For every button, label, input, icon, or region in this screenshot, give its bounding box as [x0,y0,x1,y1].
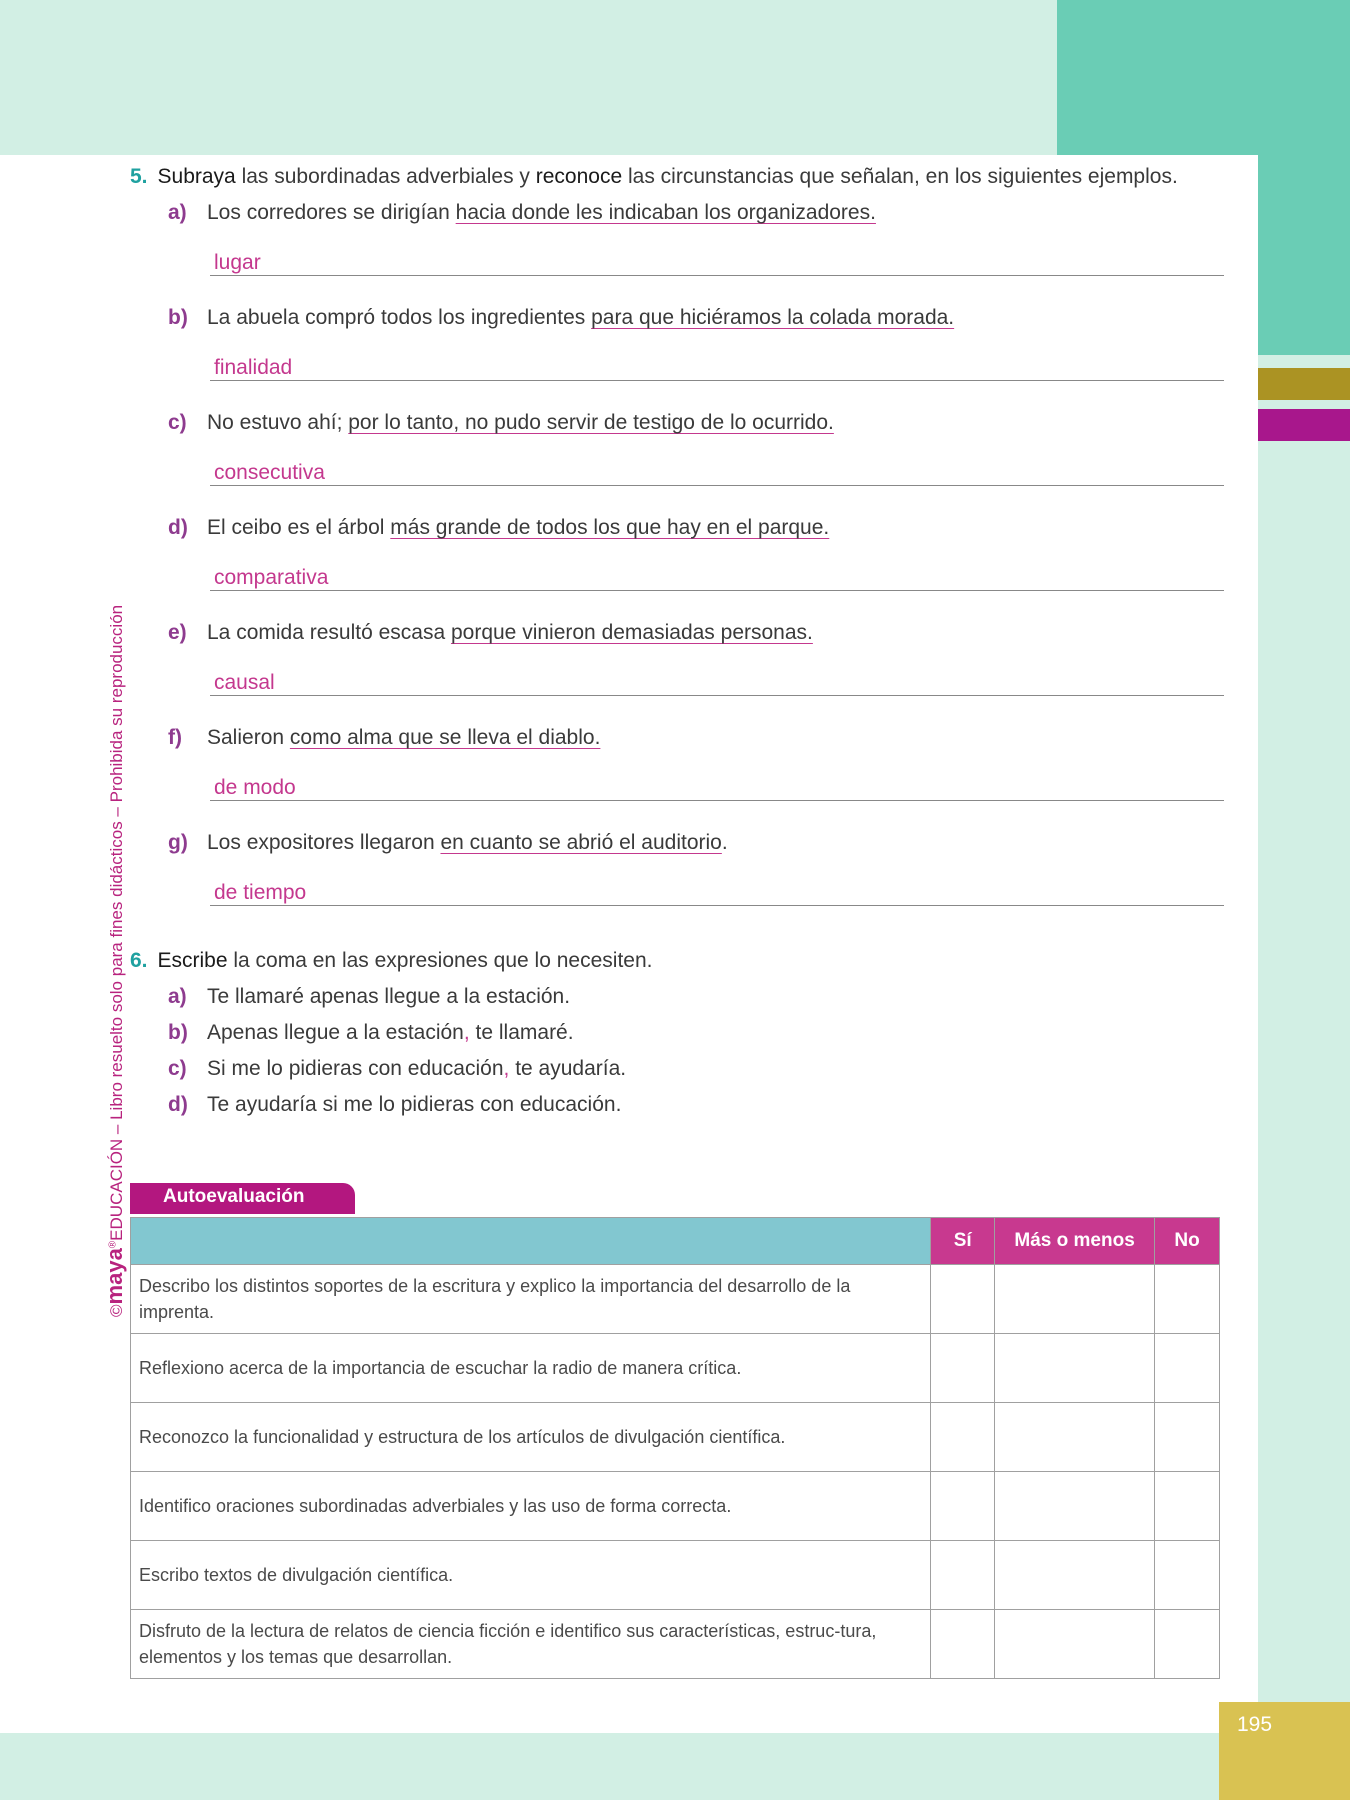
sentence-text: Te llamaré apenas llegue a la estación. [207,985,571,1008]
item-label: f) [168,726,182,749]
cell-si[interactable] [931,1334,995,1403]
exercise-item-a [168,201,876,225]
item-label: c) [168,1057,187,1080]
decorative-tab-magenta [1258,409,1350,441]
item-label: d) [168,516,188,539]
item-label: b) [168,306,188,329]
comma-item-d [168,1093,621,1117]
underlined-clause: en cuanto se abrió el auditorio [440,831,722,854]
sentence-text: No estuvo ahí; [207,411,349,434]
sentence-text: Si me lo pidieras con educación [207,1057,504,1080]
decorative-band-bottom [0,1733,1350,1800]
inserted-comma: , [503,1057,510,1080]
header-blank [131,1218,931,1265]
cell-no[interactable] [1155,1265,1220,1334]
cell-no[interactable] [1155,1472,1220,1541]
copyright-text: EDUCACIÓN – Libro resuelto solo para fines didácticos – Prohibida su reproducción [107,604,126,1241]
sentence-text: te ayudaría. [509,1057,627,1080]
comma-item-c [168,1057,626,1081]
column-header-mas-o-menos: Más o menos [995,1218,1155,1265]
table-header-row [131,1218,1220,1265]
answer-line[interactable]: causal [210,670,1224,696]
table-row [131,1403,1220,1472]
item-label: c) [168,411,187,434]
comma-item-a [168,985,570,1009]
table-row [131,1472,1220,1541]
answer-line[interactable]: de tiempo [210,880,1224,906]
table-row [131,1265,1220,1334]
sentence-text: Los expositores llegaron [207,831,441,854]
question-number: 6. [130,949,148,972]
question-5-prompt [130,165,1178,189]
cell-no[interactable] [1155,1403,1220,1472]
instruction-text: las circunstancias que señalan, en los siguientes ejemplos. [622,165,1178,188]
underlined-clause: como alma que se lleva el diablo. [289,726,601,749]
sentence-text: La abuela compró todos los ingredientes [207,306,592,329]
cell-mas-o-menos[interactable] [995,1610,1155,1679]
sentence-text: El ceibo es el árbol [207,516,391,539]
registered-mark: ® [107,1240,119,1249]
item-label: d) [168,1093,188,1116]
underlined-clause: porque vinieron demasiadas personas. [450,621,813,644]
sentence-end: . [721,831,728,854]
instruction-verb: Escribe [157,949,228,972]
sentence-text: te llamaré. [469,1021,574,1044]
cell-mas-o-menos[interactable] [995,1265,1155,1334]
cell-mas-o-menos[interactable] [995,1541,1155,1610]
cell-si[interactable] [931,1541,995,1610]
criterion-text: Escribo textos de divulgación científica. [131,1541,931,1610]
exercise-item-b [168,306,954,330]
page-number: 195 [1219,1702,1350,1800]
self-assessment-title: Autoevaluación [130,1183,355,1214]
answer-line[interactable]: lugar [210,250,1224,276]
cell-no[interactable] [1155,1334,1220,1403]
item-label: a) [168,201,187,224]
criterion-text: Reconozco la funcionalidad y estructura de los artículos de divulgación científica. [131,1403,931,1472]
table-row [131,1334,1220,1403]
cell-si[interactable] [931,1472,995,1541]
underlined-clause: para que hiciéramos la colada morada. [591,306,955,329]
sentence-text: Salieron [207,726,290,749]
question-6-prompt [130,949,652,973]
item-label: a) [168,985,187,1008]
comma-item-b [168,1021,574,1045]
criterion-text: Disfruto de la lectura de relatos de ciencia ficción e identifico sus características, estruc-tura, elementos y los temas que desarrollan. [131,1610,931,1679]
inserted-comma: , [463,1021,470,1044]
cell-si[interactable] [931,1265,995,1334]
cell-mas-o-menos[interactable] [995,1472,1155,1541]
cell-si[interactable] [931,1403,995,1472]
column-header-si: Sí [931,1218,995,1265]
instruction-text: las subordinadas adverbiales y [235,165,536,188]
criterion-text: Reflexiono acerca de la importancia de escuchar la radio de manera crítica. [131,1334,931,1403]
column-header-no: No [1155,1218,1220,1265]
cell-mas-o-menos[interactable] [995,1334,1155,1403]
sentence-text: La comida resultó escasa [207,621,451,644]
copyright-notice [102,487,128,1317]
answer-line[interactable]: finalidad [210,355,1224,381]
item-label: b) [168,1021,188,1044]
underlined-clause: hacia donde les indicaban los organizadores. [455,201,876,224]
answer-line[interactable]: de modo [210,775,1224,801]
decorative-tab-gold [1258,368,1350,400]
cell-si[interactable] [931,1610,995,1679]
brand-logo: maya [102,1248,127,1305]
underlined-clause: más grande de todos los que hay en el parque. [390,516,830,539]
cell-mas-o-menos[interactable] [995,1403,1155,1472]
answer-line[interactable]: comparativa [210,565,1224,591]
cell-no[interactable] [1155,1541,1220,1610]
exercise-item-g [168,831,728,855]
exercise-item-e [168,621,813,645]
exercise-item-f [168,726,600,750]
item-label: g) [168,831,188,854]
criterion-text: Identifico oraciones subordinadas adverbiales y las uso de forma correcta. [131,1472,931,1541]
instruction-verb: Subraya [157,165,236,188]
instruction-text: la coma en las expresiones que lo necesiten. [227,949,653,972]
copyright-symbol: © [107,1304,126,1317]
instruction-verb: reconoce [535,165,623,188]
table-row [131,1541,1220,1610]
table-row [131,1610,1220,1679]
cell-no[interactable] [1155,1610,1220,1679]
sentence-text: Te ayudaría si me lo pidieras con educación. [207,1093,622,1116]
exercise-item-d [168,516,829,540]
item-label: e) [168,621,187,644]
underlined-clause: por lo tanto, no pudo servir de testigo de lo ocurrido. [348,411,834,434]
question-number: 5. [130,165,148,188]
sentence-text: Los corredores se dirigían [207,201,456,224]
criterion-text: Describo los distintos soportes de la escritura y explico la importancia del desarrollo de la imprenta. [131,1265,931,1334]
sentence-text: Apenas llegue a la estación [207,1021,464,1044]
self-assessment-table [130,1217,1220,1679]
exercise-item-c [168,411,834,435]
answer-line[interactable]: consecutiva [210,460,1224,486]
